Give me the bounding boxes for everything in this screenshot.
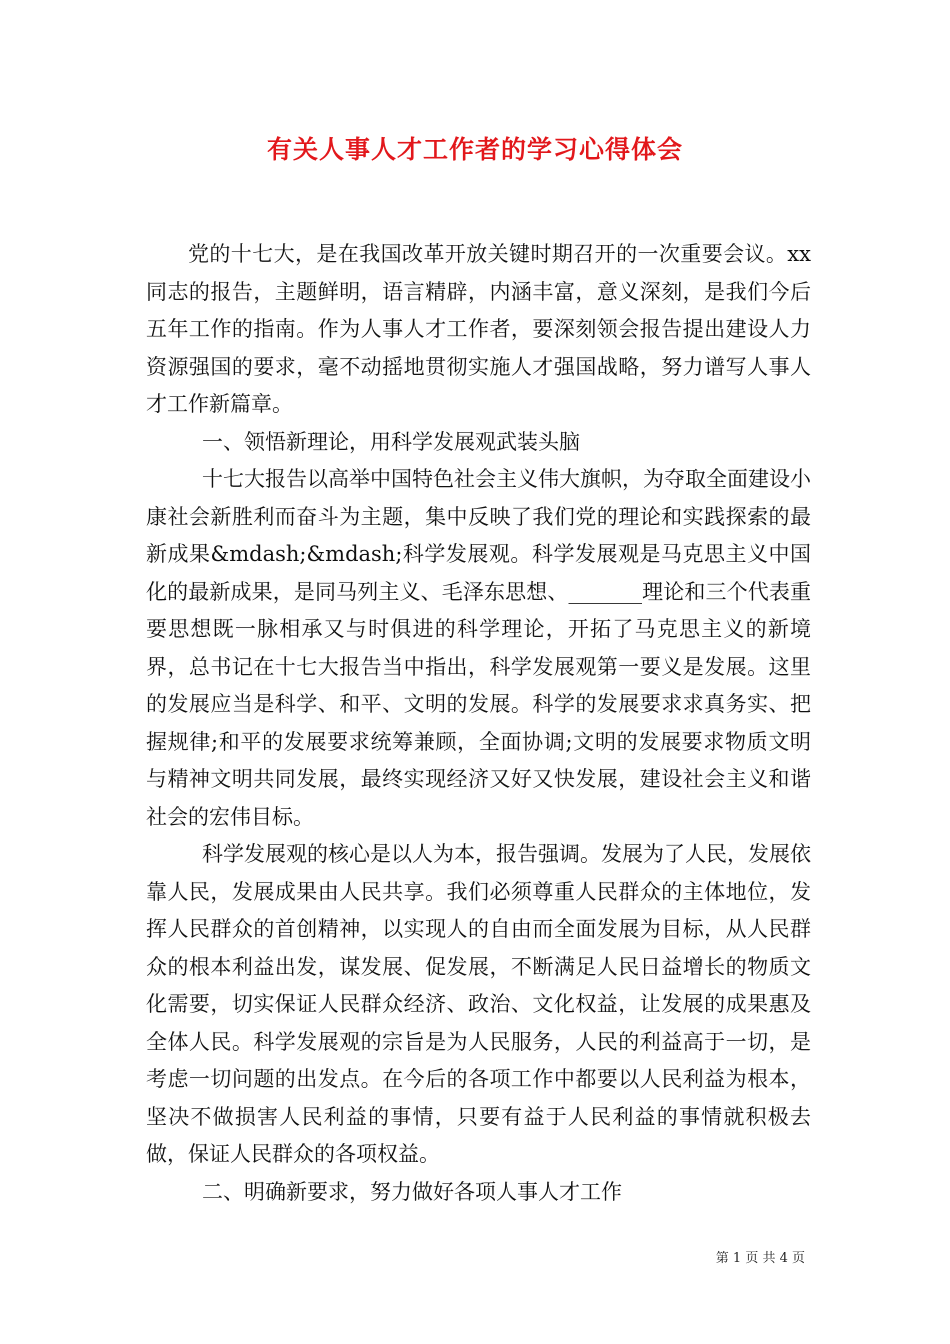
- paragraph-intro: 党的十七大，是在我国改革开放关键时期召开的一次重要会议。xx同志的报告，主题鲜明，语言精辟，内涵丰富，意义深刻，是我们今后五年工作的指南。作为人事人才工作者，要深刻领会报告提出建设人力资源强国的要求，毫不动摇地贯彻实施人才强国战略，努力谱写人事人才工作新篇章。: [146, 242, 811, 416]
- section-heading-1: 一、领悟新理论，用科学发展观武装头脑: [202, 429, 580, 454]
- document-title: 有关人事人才工作者的学习心得体会: [266, 135, 683, 164]
- document-body: [146, 236, 811, 1211]
- paragraph-scientific-development: 十七大报告以高举中国特色社会主义伟大旗帜，为夺取全面建设小康社会新胜利而奋斗为主题，集中反映了我们党的理论和实践探索的最新成果&mdash;&mdash;科学发展观。科学发展观是马克思主义中国化的最新成果，是同马列主义、毛泽东思想、_______理论和三个代表重要思想既一脉相承又与时俱进的科学理论，开拓了马克思主义的新境界，总书记在十七大报告当中指出，科学发展观第一要义是发展。这里的发展应当是科学、和平、文明的发展。科学的发展要求求真务实、把握规律;和平的发展要求统筹兼顾，全面协调;文明的发展要求物质文明与精神文明共同发展，最终实现经济又好又快发展，建设社会主义和谐社会的宏伟目标。: [146, 467, 811, 829]
- paragraph-people-oriented: 科学发展观的核心是以人为本，报告强调。发展为了人民，发展依靠人民，发展成果由人民共享。我们必须尊重人民群众的主体地位，发挥人民群众的首创精神，以实现人的自由而全面发展为目标，从人民群众的根本利益出发，谋发展、促发展，不断满足人民日益增长的物质文化需要，切实保证人民群众经济、政治、文化权益，让发展的成果惠及全体人民。科学发展观的宗旨是为人民服务，人民的利益高于一切，是考虑一切问题的出发点。在今后的各项工作中都要以人民利益为根本，坚决不做损害人民利益的事情，只要有益于人民利益的事情就积极去做，保证人民群众的各项权益。: [146, 842, 811, 1166]
- section-heading-2: 二、明确新要求，努力做好各项人事人才工作: [202, 1179, 622, 1204]
- page-number: 第 1 页 共 4 页: [715, 1251, 805, 1266]
